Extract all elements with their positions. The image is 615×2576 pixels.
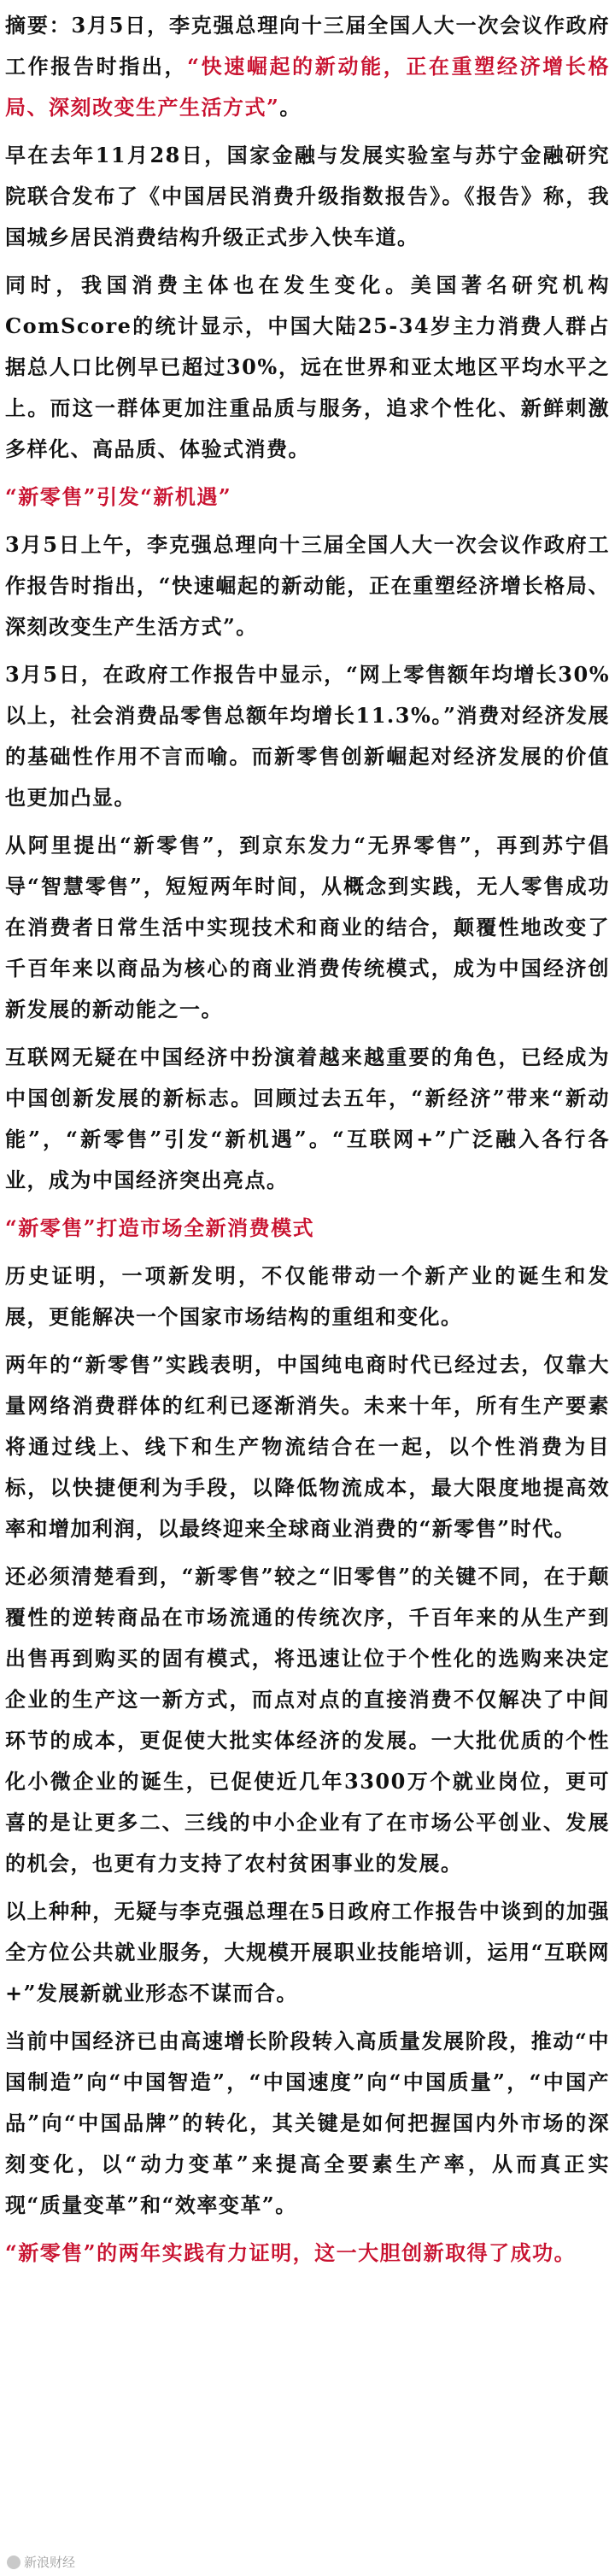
conclusion-heading: “新零售”的两年实践有力证明，这一大胆创新取得了成功。: [5, 2240, 577, 2265]
paragraph-government-report: 3月5日上午，李克强总理向十三届全国人大一次会议作政府工作报告时指出，“快速崛起的新动能，正在重塑经济增长格局、深刻改变生产生活方式”。: [5, 532, 610, 639]
section-heading-new-model: “新零售”打造市场全新消费模式: [5, 1215, 315, 1240]
summary-quote: “快速崛起的新动能，正在重塑经济增长格局、深刻改变生产生活方式”: [5, 54, 610, 120]
paragraph-practice: 两年的“新零售”实践表明，中国纯电商时代已经过去，仅靠大量网络消费群体的红利已逐渐消失。未来十年，所有生产要素将通过线上、线下和生产物流结合在一起，以个性消费为目标，以快捷便利为手段，以降低物流成本，最大限度地提高效率和增加利润，以最终迎来全球商业消费的“新零售”时代。: [5, 1352, 610, 1541]
paragraph-consumer-shift: 同时，我国消费主体也在发生变化。美国著名研究机构ComScore的统计显示，中国大陆25-34岁主力消费人群占据总人口比例早已超过30%，远在世界和亚太地区平均水平之上。而这一群体更加注重品质与服务，追求个性化、新鲜刺激多样化、高品质、体验式消费。: [5, 272, 610, 461]
paragraph-key-difference: 还必须清楚看到，“新零售”较之“旧零售”的关键不同，在于颠覆性的逆转商品在市场流通的传统次序，千百年来的从生产到出售再到购买的固有模式，将迅速让位于个性化的选购来决定企业的生产这一新方式，而点对点的直接消费不仅解决了中间环节的成本，更促使大批实体经济的发展。一大批优质的个性化小微企业的诞生，已促使近几年3300万个就业岗位，更可喜的是让更多二、三线的中小企业有了在市场公平创业、发展的机会，也更有力支持了农村贫困事业的发展。: [5, 1564, 610, 1876]
watermark-label: 新浪财经: [24, 2555, 76, 2570]
paragraph-internet-role: 互联网无疑在中国经济中扮演着越来越重要的角色，已经成为中国创新发展的新标志。回顾过去五年，“新经济”带来“新动能”，“新零售”引发“新机遇”。“互联网+”广泛融入各行各业，成为中国经济突出亮点。: [5, 1045, 610, 1192]
paragraph-high-quality: 当前中国经济已由高速增长阶段转入高质量发展阶段，推动“中国制造”向“中国智造”，“中国速度”向“中国质量”，“中国产品”向“中国品牌”的转化，其关键是如何把握国内外市场的深刻变化，以“动力变革”来提高全要素生产率，从而真正实现“质量变革”和“效率变革”。: [5, 2029, 610, 2217]
paragraph-retail-evolution: 从阿里提出“新零售”，到京东发力“无界零售”，再到苏宁倡导“智慧零售”，短短两年时间，从概念到实践，无人零售成功在消费者日常生活中实现技术和商业的结合，颠覆性地改变了千百年来以商品为核心的商业消费传统模式，成为中国经济创新发展的新动能之一。: [5, 833, 610, 1022]
paragraph-history: 历史证明，一项新发明，不仅能带动一个新产业的诞生和发展，更能解决一个国家市场结构的重组和变化。: [5, 1263, 610, 1329]
weibo-logo-icon: [7, 2556, 20, 2569]
paragraph-employment: 以上种种，无疑与李克强总理在5日政府工作报告中谈到的加强全方位公共就业服务，大规模开展职业技能培训，运用“互联网+”发展新就业形态不谋而合。: [5, 1899, 610, 2005]
section-heading-new-opportunity: “新零售”引发“新机遇”: [5, 484, 232, 509]
paragraph-consumption-index: 早在去年11月28日，国家金融与发展实验室与苏宁金融研究院联合发布了《中国居民消费升级指数报告》。《报告》称，我国城乡居民消费结构升级正式步入快车道。: [5, 143, 610, 249]
paragraph-retail-growth: 3月5日，在政府工作报告中显示，“网上零售额年均增长30%以上，社会消费品零售总额年均增长11.3%。”消费对经济发展的基础性作用不言而喻。而新零售创新崛起对经济发展的价值也更加凸显。: [5, 662, 610, 810]
source-watermark: [7, 2553, 75, 2571]
summary-intro: 摘要：3月5日，李克强总理向十三届全国人大一次会议作政府工作报告时指出，: [5, 13, 610, 79]
summary-paragraph: [5, 5, 610, 128]
summary-end: 。: [279, 95, 302, 120]
